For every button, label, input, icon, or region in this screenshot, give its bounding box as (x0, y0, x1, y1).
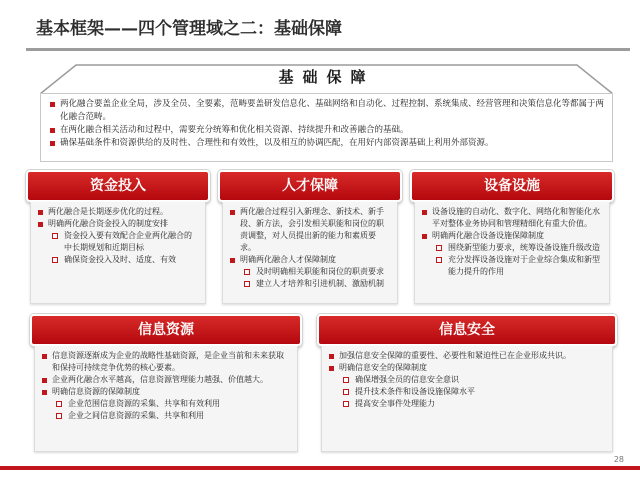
panel-list-talent (229, 206, 391, 290)
bullet-item: 加强信息安全保障的重要性、必要性和紧迫性已在企业形成共识。 (328, 350, 606, 362)
bottom-accent-bar (0, 466, 640, 470)
foundation-bullet: 确保基础条件和资源供给的及时性、合理性和有效性，以及相互的协调匹配，在用好内部资源基础上利用外部资源。 (49, 137, 604, 150)
sub-bullet-item: 及时明确相关职能和岗位的职责要求 (229, 266, 391, 278)
panel-body-info-security (321, 346, 613, 452)
bullet-item: 明确两化融合人才保障制度 (229, 254, 391, 266)
page-title: 基本框架——四个管理域之二：基础保障 (36, 19, 342, 39)
bullet-item: 两化融合是长期逐步优化的过程。 (37, 206, 199, 218)
bullet-item: 明确信息资源的保障制度 (41, 386, 291, 398)
panel-header-capital: 资金投入 (26, 170, 210, 202)
bullet-item: 设备设施的自动化、数字化、网络化和智能化水平对整体业务协同和管理精细化有重大价值。 (421, 206, 603, 230)
bullet-item: 信息资源逐渐成为企业的战略性基础资源，是企业当前和未来获取和保持可持续竞争优势的核心要素。 (41, 350, 291, 374)
sub-bullet-item: 资金投入要有效配合企业两化融合的中长期规划和近期目标 (37, 230, 199, 254)
bullet-item: 企业两化融合水平越高，信息资源管理能力越强、价值越大。 (41, 374, 291, 386)
sub-bullet-item: 充分发挥设备设施对于企业综合集成和新型能力提升的作用 (421, 254, 603, 278)
bullet-item: 两化融合过程引入新理念、新技术、新手段、新方法，会引发相关职能和岗位的职责调整，对人员提出新的能力和素质要求。 (229, 206, 391, 254)
panel-body-info-resources (34, 346, 298, 452)
panel-list-info-security (328, 350, 606, 410)
panel-body-talent (222, 202, 398, 304)
page-number: 28 (613, 455, 624, 464)
panel-header-equipment: 设备设施 (410, 170, 614, 202)
sub-bullet-item: 提升技术条件和设备设施保障水平 (328, 386, 606, 398)
sub-bullet-item: 确保增强全员的信息安全意识 (328, 374, 606, 386)
panel-list-capital (37, 206, 199, 266)
sub-bullet-item: 企业之间信息资源的采集、共享和利用 (41, 410, 291, 422)
sub-bullet-item: 企业范围信息资源的采集、共享和有效利用 (41, 398, 291, 410)
panel-body-equipment (414, 202, 610, 304)
panel-list-info-resources (41, 350, 291, 422)
panel-header-info-security: 信息安全 (317, 314, 617, 346)
bullet-item: 明确信息安全的保障制度 (328, 362, 606, 374)
bullet-item: 明确两化融合设备设施保障制度 (421, 230, 603, 242)
panel-list-equipment (421, 206, 603, 278)
roof-title: 基础保障 (278, 68, 375, 86)
sub-bullet-item: 建立人才培养和引进机制、激励机制 (229, 278, 391, 290)
bullet-item: 明确两化融合资金投入的制度安排 (37, 218, 199, 230)
foundation-box (40, 93, 613, 162)
sub-bullet-item: 围绕新型能力要求，统筹设备设施升级改造 (421, 242, 603, 254)
sub-bullet-item: 提高安全事件处理能力 (328, 398, 606, 410)
panel-header-talent: 人才保障 (218, 170, 402, 202)
title-divider (26, 48, 630, 51)
roof-header (40, 63, 613, 95)
sub-bullet-item: 确保资金投入及时、适度、有效 (37, 254, 199, 266)
foundation-bullet: 两化融合要盖企业全局，涉及全员、全要素，范畴要盖研发信息化、基础网络和自动化、过程控制、系统集成、经营管理和决策信息化等都属于两化融合范畴。 (49, 98, 604, 124)
foundation-bullet: 在两化融合相关活动和过程中，需要充分统筹和优化相关资源、持续提升和改善融合的基础。 (49, 124, 604, 137)
panel-header-info-resources: 信息资源 (30, 314, 302, 346)
panel-body-capital (30, 202, 206, 304)
